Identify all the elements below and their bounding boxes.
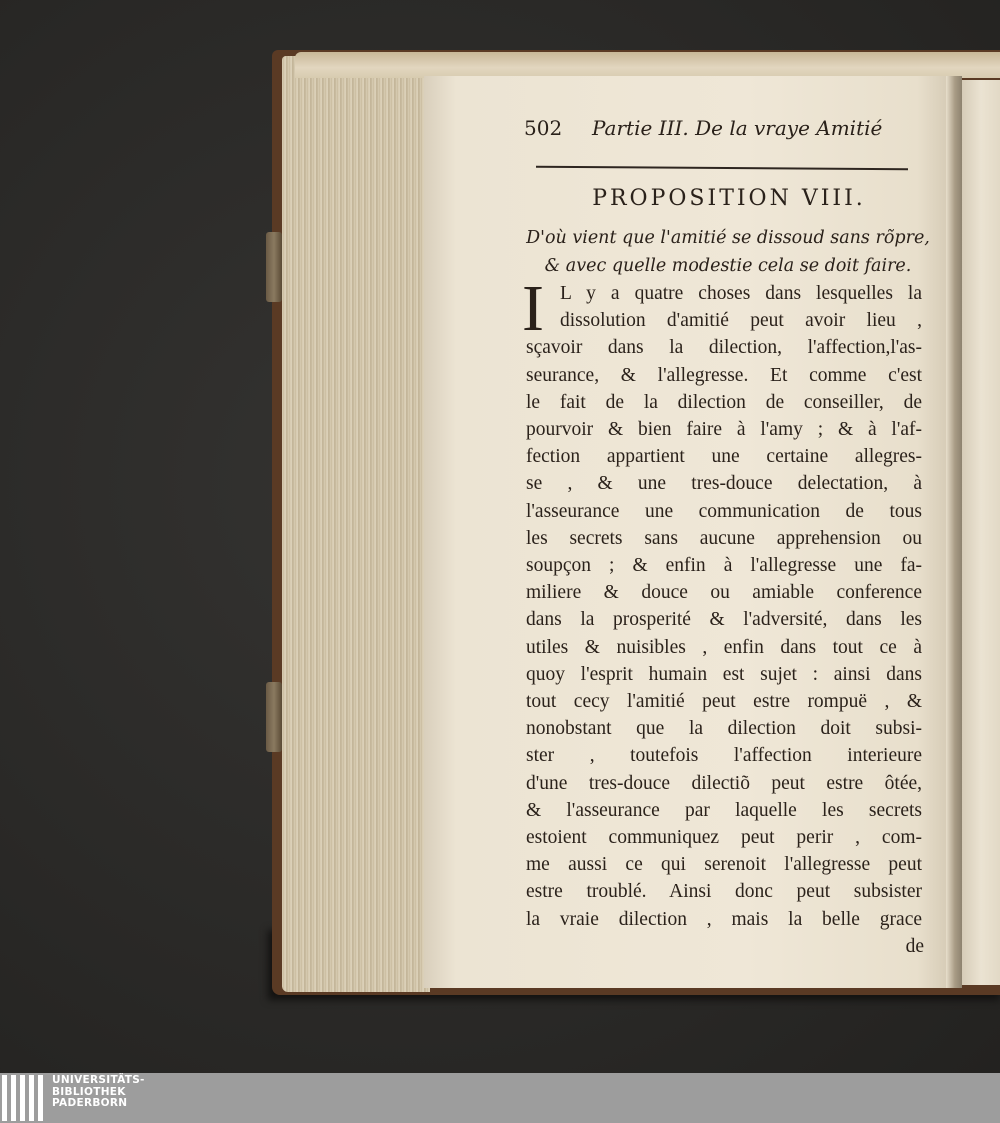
body-line: se , & une tres-douce delectation, à bbox=[526, 473, 922, 495]
body-line: dans la prosperité & l'adversité, dans les bbox=[526, 609, 922, 631]
body-line: & l'asseurance par laquelle les secrets bbox=[526, 799, 922, 821]
body-line: utiles & nuisibles , enfin dans tout ce à bbox=[526, 636, 922, 658]
library-logo-text bbox=[52, 1075, 252, 1110]
body-line: miliere & douce ou amiable conference bbox=[526, 582, 922, 604]
proposition-subtitle-line: & avec quelle modestie cela se doit faire. bbox=[544, 256, 912, 276]
body-line: l'asseurance une communication de tous bbox=[526, 500, 922, 522]
drop-capital: I bbox=[522, 272, 544, 345]
catchword: de bbox=[905, 936, 924, 957]
library-logo-icon bbox=[2, 1075, 46, 1121]
logo-line: BIBLIOTHEK bbox=[52, 1085, 126, 1098]
body-line: L y a quatre choses dans lesquelles la bbox=[560, 283, 922, 304]
running-title: Partie III. De la vraye Amitié bbox=[592, 116, 883, 140]
logo-line: PADERBORN bbox=[52, 1097, 128, 1109]
proposition-subtitle-line: D'où vient que l'amitié se dissoud sans rõpre, bbox=[526, 228, 930, 248]
body-line: le fait de la dilection de conseiller, de bbox=[526, 391, 922, 413]
page-number: 502 bbox=[524, 116, 563, 140]
body-line: nonobstant que la dilection doit subsi- bbox=[526, 718, 922, 740]
body-line: la vraie dilection , mais la belle grace bbox=[526, 908, 922, 930]
body-line: d'une tres-douce dilectiõ peut estre ôtée, bbox=[526, 772, 922, 794]
logo-line: UNIVERSITÄTS- bbox=[52, 1074, 145, 1086]
body-line: fection appartient une certaine allegres- bbox=[526, 446, 922, 468]
body-line: pourvoir & bien faire à l'amy ; & à l'af- bbox=[526, 419, 922, 440]
running-head bbox=[524, 114, 904, 148]
body-line: soupçon ; & enfin à l'allegresse une fa- bbox=[526, 555, 922, 576]
proposition-heading: PROPOSITION VIII. bbox=[592, 186, 866, 211]
body-line: quoy l'esprit humain est sujet : ainsi dans bbox=[526, 663, 922, 685]
body-line: les secrets sans aucune apprehension ou bbox=[526, 527, 922, 549]
body-line: sçavoir dans la dilection, l'affection,l'as- bbox=[526, 337, 922, 359]
body-line: ster , toutefois l'affection interieure bbox=[526, 745, 922, 767]
body-line: me aussi ce qui serenoit l'allegresse peut bbox=[526, 854, 922, 876]
body-line: estoient communiquez peut perir , com- bbox=[526, 827, 922, 848]
body-line: tout cecy l'amitié peut estre rompuë , & bbox=[526, 691, 922, 712]
body-line: seurance, & l'allegresse. Et comme c'est bbox=[526, 364, 922, 386]
body-line: dissolution d'amitié peut avoir lieu , bbox=[560, 310, 922, 332]
body-line: estre troublé. Ainsi donc peut subsister bbox=[526, 881, 922, 903]
header-rule bbox=[536, 166, 908, 171]
